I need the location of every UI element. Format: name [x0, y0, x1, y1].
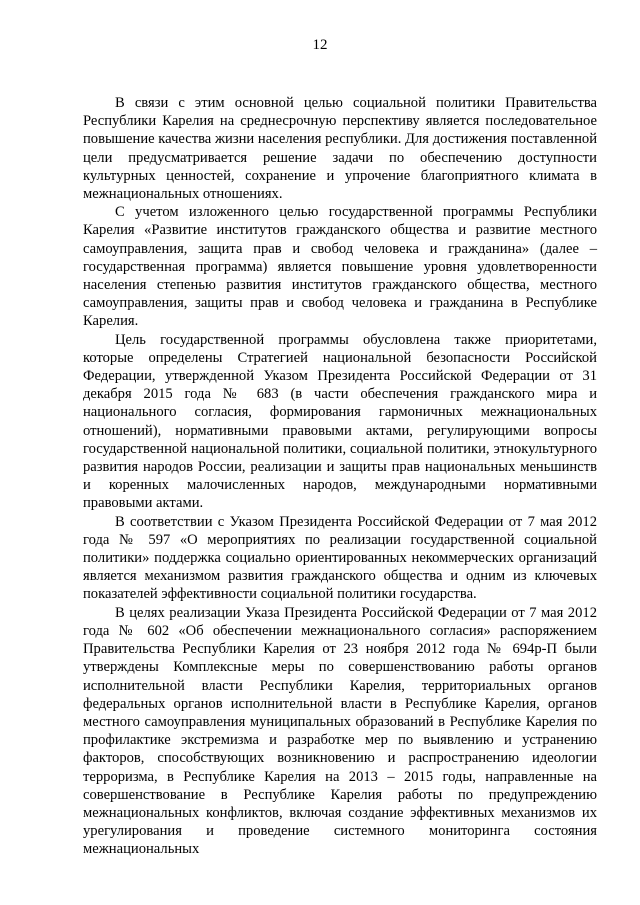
- paragraph: В соответствии с Указом Президента Российской Федерации от 7 мая 2012 года № 597 «О мероприятиях по реализации государственной социальной политики» поддержка социально ориентированных некоммерческих организаций является механизмом развития гражданского общества и одним из ключевых показателей эффективности социальной политики государства.: [83, 513, 597, 603]
- body-text: [83, 94, 597, 859]
- paragraph: В связи с этим основной целью социальной политики Правительства Республики Карелия на среднесрочную перспективу является последовательное повышение качества жизни населения республики. Для достижения поставленной цели предусматривается решение задачи по обеспечению доступности культурных ценностей, сохранение и упрочение благоприятного климата в межнациональных отношениях.: [83, 95, 597, 203]
- page-number: 12: [312, 37, 328, 53]
- paragraph: Цель государственной программы обусловлена также приоритетами, которые определены Стратегией национальной безопасности Российской Федерации, утвержденной Указом Президента Российской Федерации от 31 декабря 2015 года № 683 (в части обеспечения гражданского мира и национального согласия, формирования гармоничных межнациональных отношений), нормативными правовыми актами, регулирующими вопросы государственной национальной политики, социальной политики, этнокультурного развития народов России, реализации и защиты прав национальных меньшинств и коренных малочисленных народов, международными нормативными правовыми актами.: [83, 331, 597, 512]
- paragraph: С учетом изложенного целью государственной программы Республики Карелия «Развитие институтов гражданского общества и развитие местного самоуправления, защита прав и свобод человека и гражданина» (далее – государственная программа) является повышение уровня удовлетворенности населения степенью развития институтов гражданского общества, местного самоуправления, защиты прав и свобод человека и гражданина в Республике Карелия.: [83, 204, 597, 330]
- paragraph: В целях реализации Указа Президента Российской Федерации от 7 мая 2012 года № 602 «Об обеспечении межнационального согласия» распоряжением Правительства Республики Карелия от 23 ноября 2012 года № 694р-П были утверждены Комплексные меры по совершенствованию работы органов исполнительной власти Республики Карелия, территориальных органов федеральных органов исполнительной власти в Республике Карелия, органов местного самоуправления муниципальных образований в Республике Карелия по профилактике экстремизма и разработке мер по выявлению и устранению факторов, способствующих возникновению и распространению идеологии терроризма, в Республике Карелия на 2013 – 2015 годы, направленные на совершенствование в Республике Карелия работы по предупреждению межнациональных конфликтов, включая создание эффективных механизмов их урегулирования и проведение системного мониторинга состояния межнациональных: [83, 604, 597, 858]
